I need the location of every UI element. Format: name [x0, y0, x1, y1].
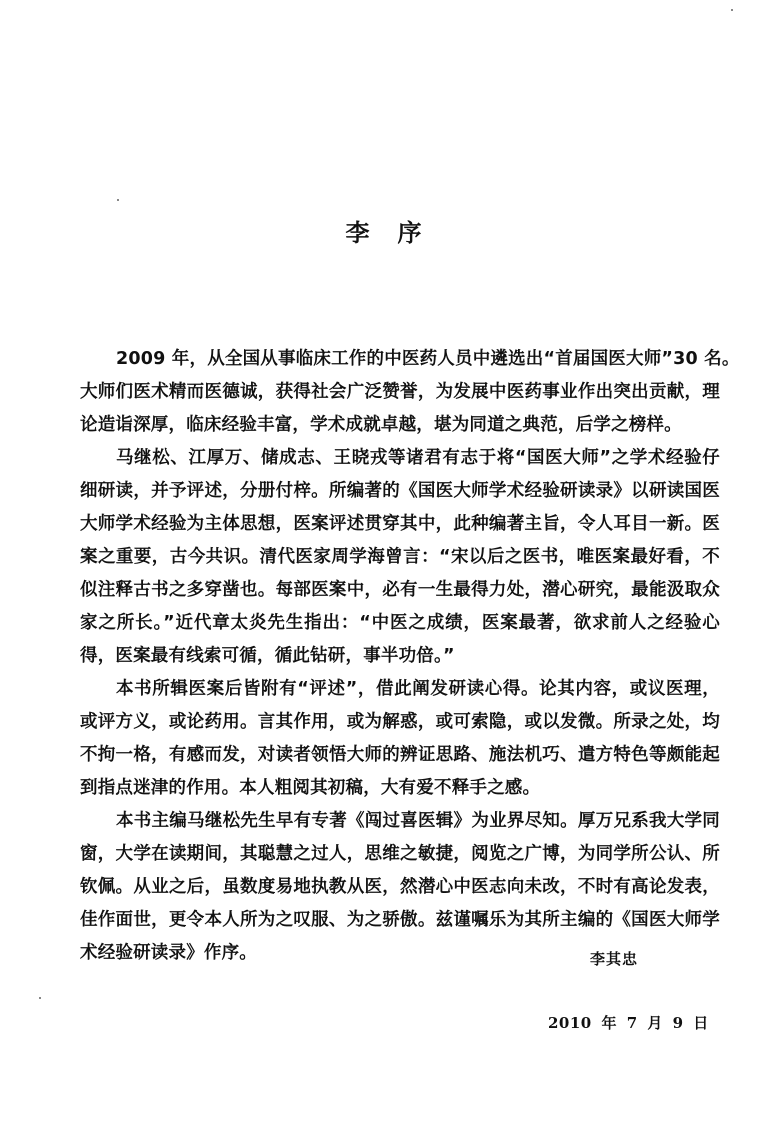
- preface-body: [80, 343, 740, 970]
- paragraph-4-line-1: 本书主编马继松先生早有专著《闯过喜医辑》为业界尽知。厚万兄系我大学同: [116, 811, 720, 831]
- paragraph-4-line-4: 佳作面世，更令本人所为之叹服、为之骄傲。兹谨嘱乐为其所主编的《国医大师学: [80, 910, 720, 930]
- paragraph-4-line-5: 术经验研读录》作序。: [80, 943, 257, 963]
- paragraph-3-line-2: 或评方义，或论药用。言其作用，或为解惑，或可索隐，或以发微。所录之处，均: [80, 712, 720, 732]
- author-signature: 李其忠: [590, 950, 639, 968]
- scan-speck: [39, 997, 41, 999]
- paragraph-2-line-3: 大师学术经验为主体思想，医案评述贯穿其中，此种编著主旨，令人耳目一新。医: [80, 514, 720, 534]
- paragraph-2-line-1: 马继松、江厚万、储成志、王晓戎等诸君有志于将“国医大师”之学术经验仔: [116, 448, 720, 468]
- paragraph-2-line-5: 似注释古书之多穿凿也。每部医案中，必有一生最得力处，潜心研究，最能汲取众: [80, 580, 720, 600]
- paragraph-4-line-2: 窗，大学在读期间，其聪慧之过人，思维之敏捷，阅览之广博，为同学所公认、所: [80, 844, 720, 864]
- paragraph-3-line-1: 本书所辑医案后皆附有“评述”，借此阐发研读心得。论其内容，或议医理，: [116, 679, 720, 699]
- paragraph-1-line-1: 2009 年，从全国从事临床工作的中医药人员中遴选出“首届国医大师”30 名。: [116, 349, 740, 369]
- paragraph-1-line-3: 论造诣深厚，临床经验丰富，学术成就卓越，堪为同道之典范，后学之榜样。: [80, 415, 682, 435]
- scan-speck: [731, 9, 733, 11]
- paragraph-2-line-4: 案之重要，古今共识。清代医家周学海曾言：“宋以后之医书，唯医案最好看，不: [80, 547, 720, 567]
- page-title: 李序: [345, 218, 450, 247]
- paragraph-2-line-2: 细研读，并予评述，分册付梓。所编著的《国医大师学术经验研读录》以研读国医: [80, 481, 720, 501]
- paragraph-2-line-7: 得，医案最有线索可循，循此钻研，事半功倍。”: [80, 646, 455, 666]
- scan-speck: [117, 199, 119, 201]
- paragraph-4-line-3: 钦佩。从业之后，虽数度易地执教从医，然潜心中医志向未改，不时有高论发表，: [80, 877, 720, 897]
- paragraph-3-line-3: 不拘一格，有感而发，对读者领悟大师的辨证思路、施法机巧、遣方特色等颇能起: [80, 745, 720, 765]
- paragraph-3-line-4: 到指点迷津的作用。本人粗阅其初稿，大有爱不释手之感。: [80, 778, 541, 798]
- paragraph-2-line-6: 家之所长。”近代章太炎先生指出：“中医之成绩，医案最著，欲求前人之经验心: [80, 613, 720, 633]
- signature-date: 2010 年 7 月 9 日: [548, 1014, 709, 1032]
- paragraph-1-line-2: 大师们医术精而医德诚，获得社会广泛赞誉，为发展中医药事业作出突出贡献，理: [80, 382, 720, 402]
